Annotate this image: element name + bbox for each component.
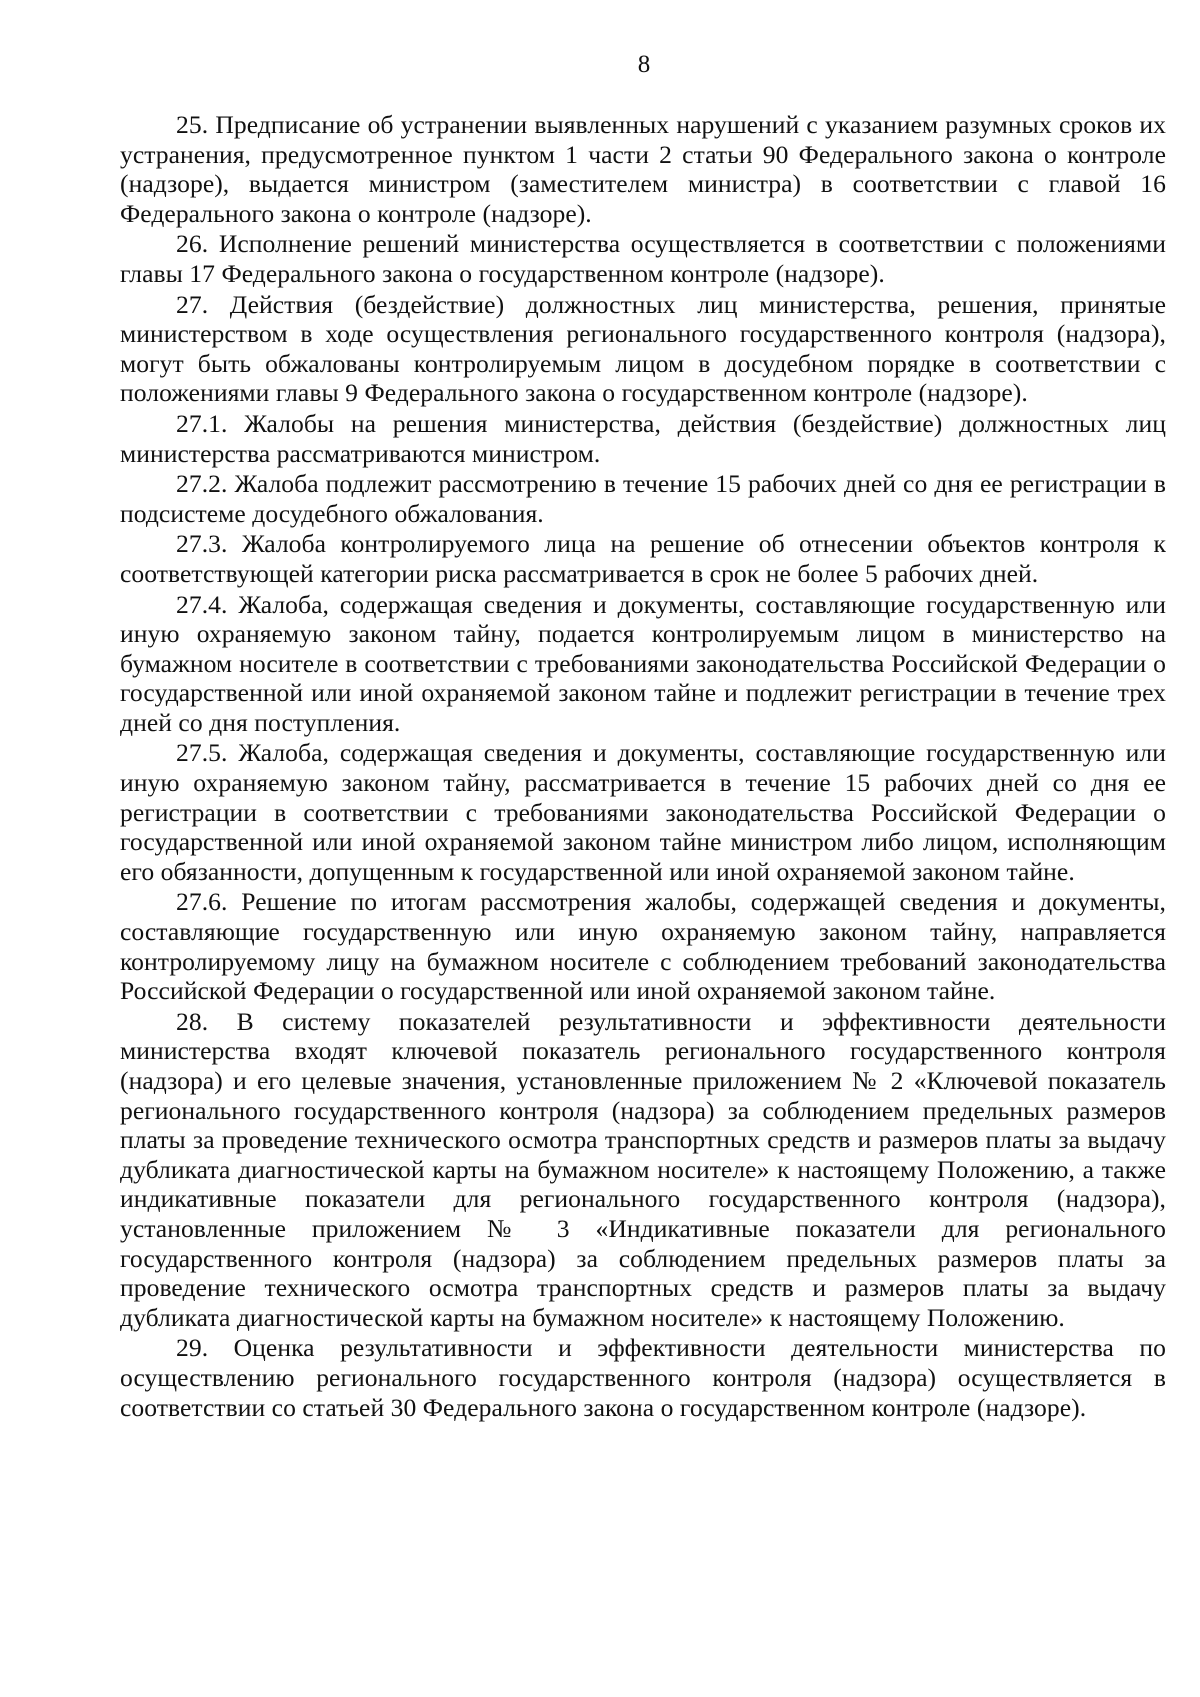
paragraph-number: 27.5. xyxy=(176,738,228,768)
paragraph-text: Жалоба, содержащая сведения и документы, составляющие государственную или иную охраняемую законом тайну, рассматривается в течение 15 рабочих дней со дня ее регистрации в соответствии с требованиями законодательства Российской Федерации о государственной или иной охраняемой законом тайне министром либо лицом, исполняющим его обязанности, допущенным к государственной или иной охраняемой законом тайне. xyxy=(120,738,1166,886)
paragraph-text: Решение по итогам рассмотрения жалобы, содержащей сведения и документы, составляющие государственную или иную охраняемую законом тайну, направляется контролируемому лицу на бумажном носителе с соблюдением требований законодательства Российской Федерации о государственной или иной охраняемой законом тайне. xyxy=(120,887,1166,1006)
paragraph-text: В систему показателей результативности и эффективности деятельности министерства входят ключевой показатель регионального государственного контроля (надзора) и его целевые значения, установленные приложением № 2 «Ключевой показатель регионального государственного контроля (надзора) за соблюдением предельных размеров платы за проведение технического осмотра транспортных средств и размеров платы за выдачу дубликата диагностической карты на бумажном носителе» к настоящему Положению, а также индикативные показатели для регионального государственного контроля (надзора), установленные приложением № 3 «Индикативные показатели для регионального государственного контроля (надзора) за соблюдением предельных размеров платы за проведение технического осмотра транспортных средств и размеров платы за выдачу дубликата диагностической карты на бумажном носителе» к настоящему Положению. xyxy=(120,1006,1166,1332)
paragraph-27-1 xyxy=(120,409,1166,468)
paragraph-number: 27.3. xyxy=(176,529,228,559)
paragraph-number: 28. xyxy=(176,1006,209,1036)
paragraph-29 xyxy=(120,1333,1166,1422)
paragraph-number: 29. xyxy=(176,1333,209,1363)
paragraph-number: 27.6. xyxy=(176,887,228,917)
paragraph-text: Жалоба подлежит рассмотрению в течение 15 рабочих дней со дня ее регистрации в подсистеме досудебного обжалования. xyxy=(120,469,1166,528)
paragraph-number: 27.1. xyxy=(176,408,228,438)
paragraph-text: Исполнение решений министерства осуществляется в соответствии с положениями главы 17 Федерального закона о государственном контроле (надзоре). xyxy=(120,229,1166,288)
paragraph-27-2 xyxy=(120,469,1166,528)
paragraph-text: Оценка результативности и эффективности деятельности министерства по осуществлению регионального государственного контроля (надзора) осуществляется в соответствии со статьей 30 Федерального закона о государственном контроле (надзоре). xyxy=(120,1333,1166,1422)
paragraph-number: 27.2. xyxy=(176,469,228,499)
paragraph-text: Предписание об устранении выявленных нарушений с указанием разумных сроков их устранения, предусмотренное пунктом 1 части 2 статьи 90 Федерального закона о контроле (надзоре), выдается министром (заместителем министра) в соответствии с главой 16 Федерального закона о контроле (надзоре). xyxy=(120,110,1166,228)
paragraph-27 xyxy=(120,290,1166,408)
paragraph-27-5 xyxy=(120,738,1166,886)
document-body xyxy=(120,110,1166,1423)
paragraph-26 xyxy=(120,229,1166,288)
paragraph-text: Жалоба, содержащая сведения и документы, составляющие государственную или иную охраняемую законом тайну, подается контролируемым лицом в министерство на бумажном носителе в соответствии с требованиями законодательства Российской Федерации о государственной или иной охраняемой законом тайне и подлежит регистрации в течение трех дней со дня поступления. xyxy=(120,589,1166,737)
paragraph-27-3 xyxy=(120,529,1166,588)
paragraph-text: Жалоба контролируемого лица на решение об отнесении объектов контроля к соответствующей категории риска рассматривается в срок не более 5 рабочих дней. xyxy=(120,529,1166,588)
paragraph-25 xyxy=(120,110,1166,228)
paragraph-number: 27.4. xyxy=(176,589,228,619)
page-number: 8 xyxy=(637,51,651,78)
paragraph-28 xyxy=(120,1007,1166,1333)
paragraph-27-6 xyxy=(120,887,1166,1005)
paragraph-number: 27. xyxy=(176,289,209,319)
paragraph-text: Действия (бездействие) должностных лиц министерства, решения, принятые министерством в ходе осуществления регионального государственного контроля (надзора), могут быть обжалованы контролируемым лицом в досудебном порядке в соответствии с положениями главы 9 Федерального закона о государственном контроле (надзоре). xyxy=(120,289,1166,408)
paragraph-text: Жалобы на решения министерства, действия (бездействие) должностных лиц министерства рассматриваются министром. xyxy=(120,408,1166,468)
paragraph-number: 26. xyxy=(176,229,209,259)
paragraph-number: 25. xyxy=(176,110,209,139)
paragraph-27-4 xyxy=(120,590,1166,738)
